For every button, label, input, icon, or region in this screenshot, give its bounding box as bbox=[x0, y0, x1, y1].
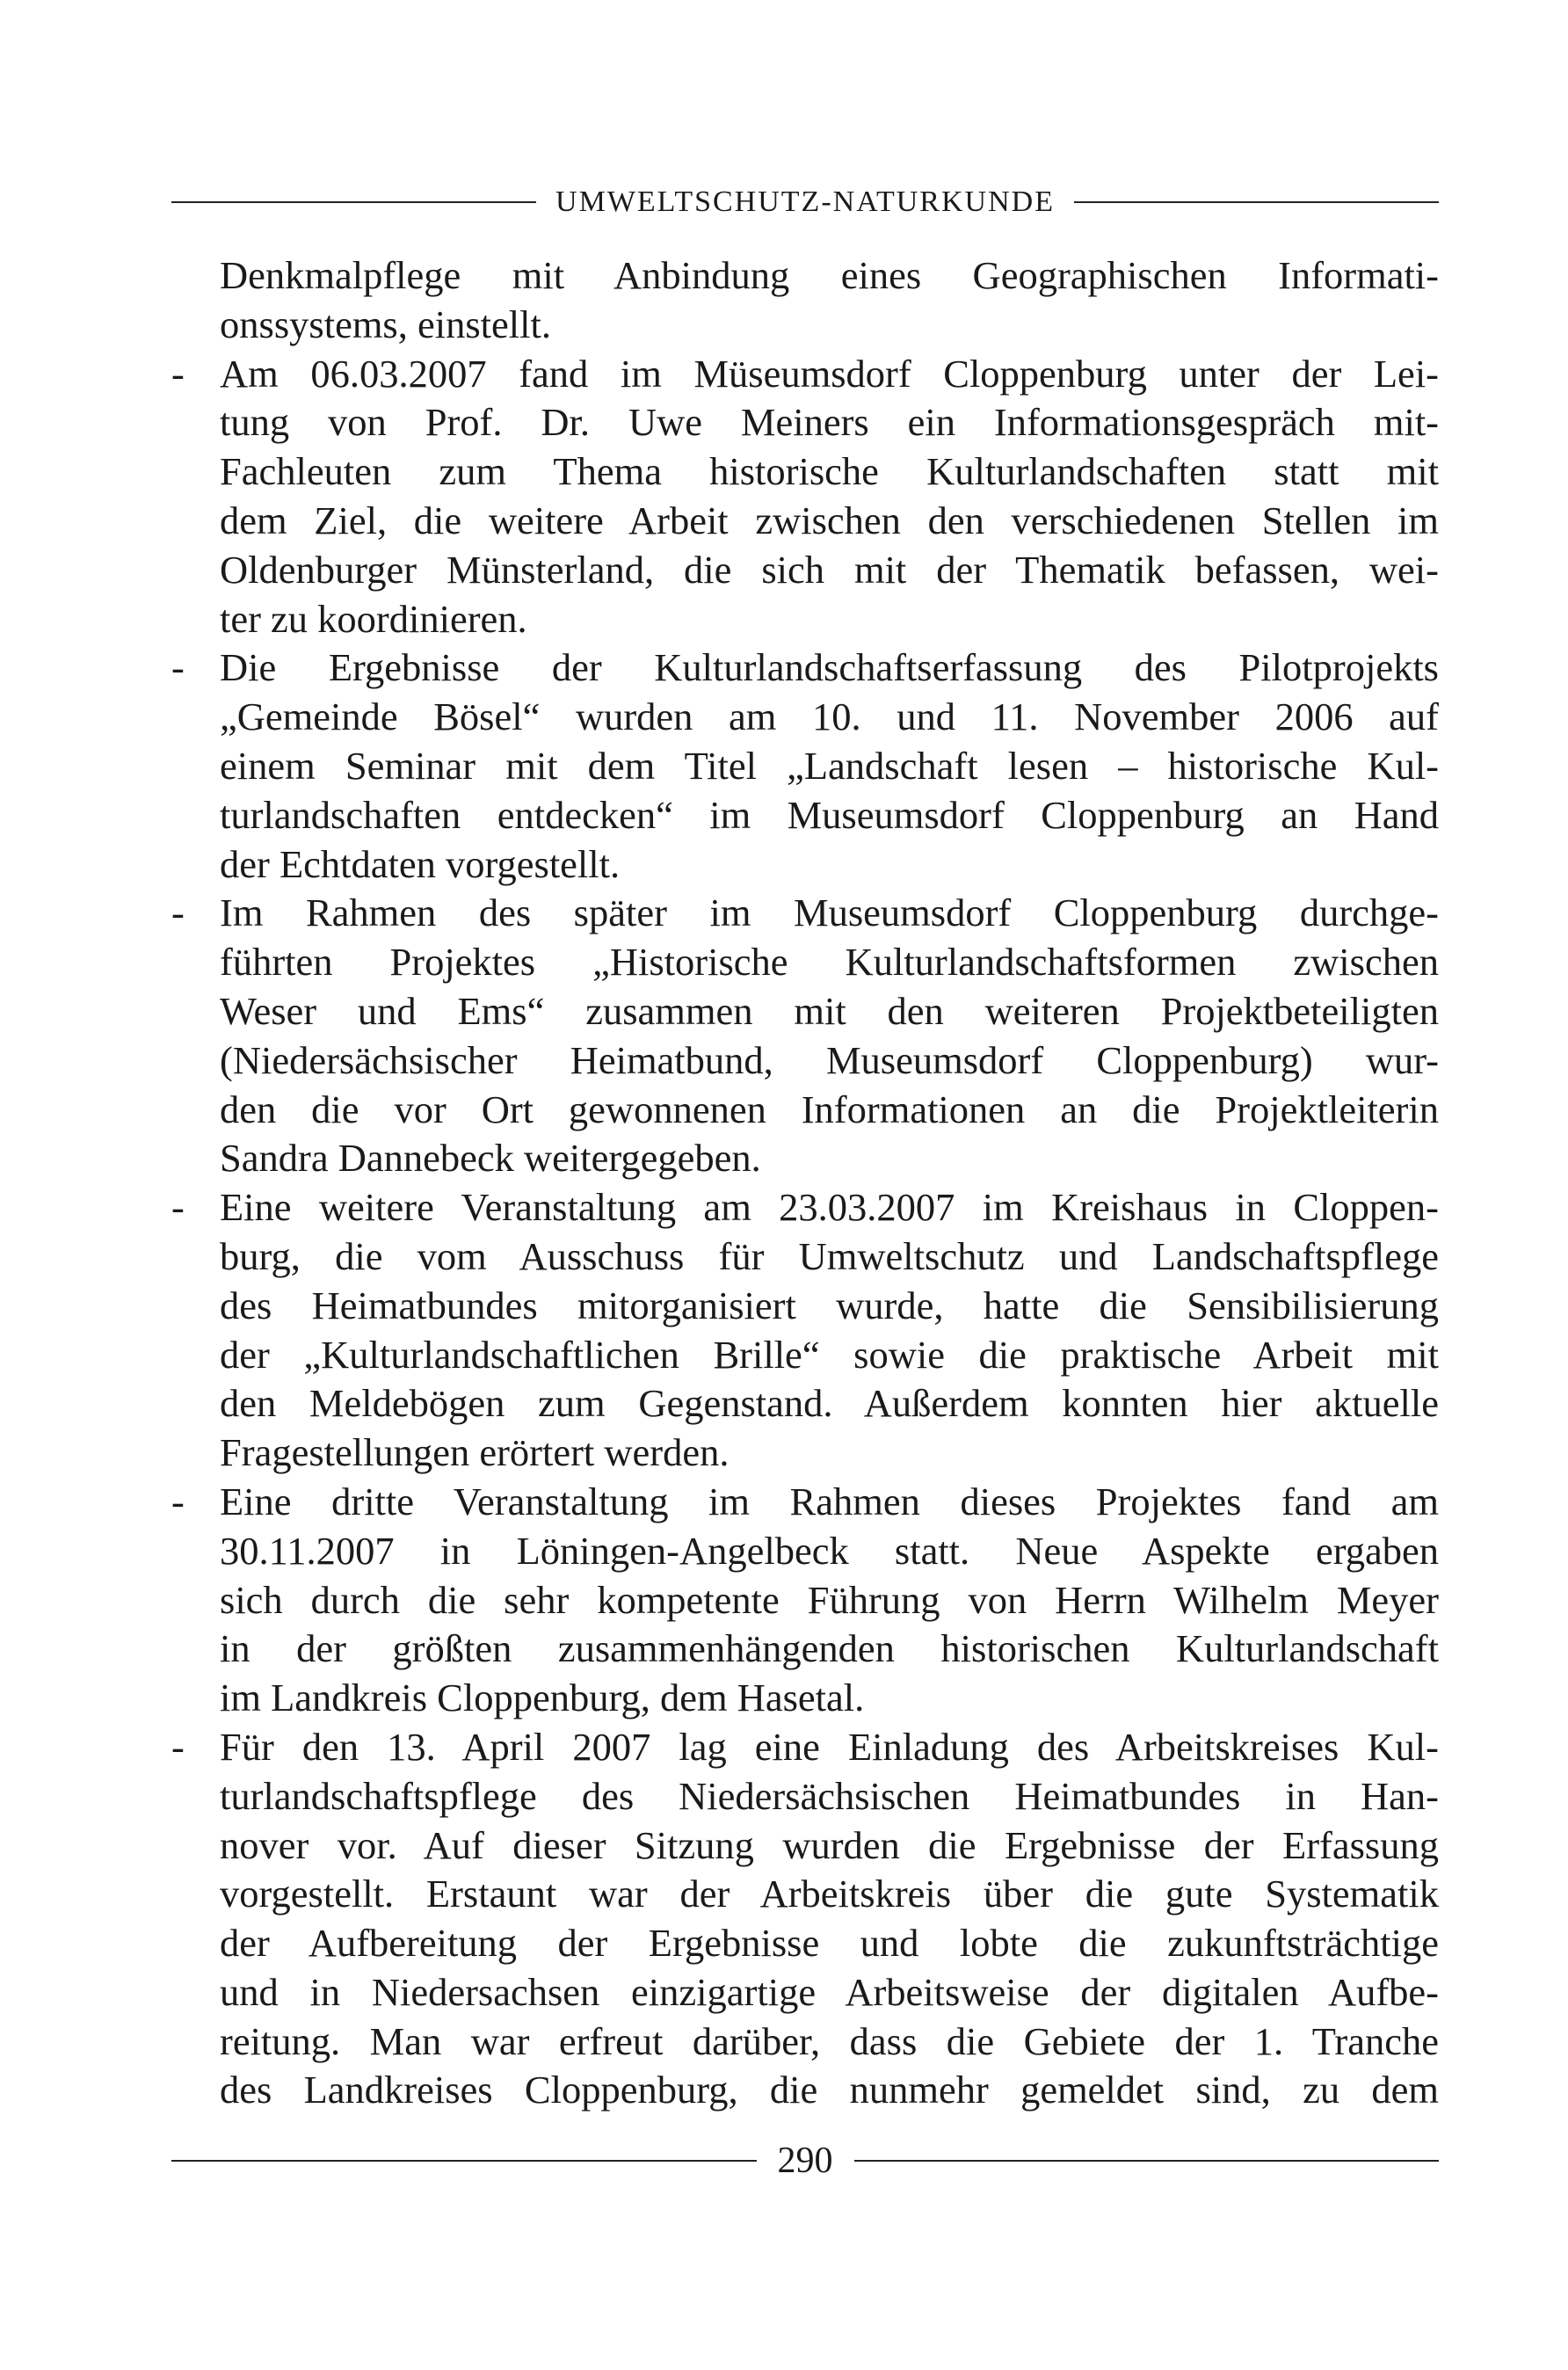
text-line: den Meldebögen zum Gegenstand. Außerdem konnten hier aktuelle bbox=[220, 1381, 1439, 1426]
text-line: Fachleuten zum Thema historische Kulturlandschaften statt mit bbox=[220, 449, 1439, 494]
list-item bbox=[171, 350, 1439, 644]
text-line: Denkmalpflege mit Anbindung eines Geographischen Informati- bbox=[220, 253, 1439, 297]
text-line: onssystems, einstellt. bbox=[220, 302, 552, 346]
text-line: der Aufbereitung der Ergebnisse und lobte die zukunftsträchtige bbox=[220, 1921, 1439, 1966]
text-line: Weser und Ems“ zusammen mit den weiteren Projektbeteiligten bbox=[220, 988, 1439, 1033]
text-line: des Heimatbundes mitorganisiert wurde, hatte die Sensibilisierung bbox=[220, 1283, 1439, 1327]
text-line: (Niedersächsischer Heimatbund, Museumsdorf Cloppenburg) wur- bbox=[220, 1037, 1439, 1082]
text-line: 30.11.2007 in Löningen-Angelbeck statt. Neue Aspekte ergaben bbox=[220, 1528, 1439, 1573]
text-line: Oldenburger Münsterland, die sich mit der Thematik befassen, wei- bbox=[220, 547, 1439, 592]
text-line: des Landkreises Cloppenburg, die nunmehr gemeldet sind, zu dem bbox=[220, 2068, 1439, 2112]
list-item bbox=[171, 1478, 1439, 1723]
list-bullet: - bbox=[171, 1185, 185, 1230]
page-number: 290 bbox=[777, 2141, 833, 2181]
text-line: dem Ziel, die weitere Arbeit zwischen den verschiedenen Stellen im bbox=[220, 498, 1439, 542]
text-line: Im Rahmen des später im Museumsdorf Cloppenburg durchge- bbox=[220, 891, 1439, 935]
text-line: führten Projektes „Historische Kulturlandschaftsformen zwischen bbox=[220, 940, 1439, 985]
text-line: „Gemeinde Bösel“ wurden am 10. und 11. November 2006 auf bbox=[220, 694, 1439, 739]
list-bullet: - bbox=[171, 1479, 185, 1523]
text-line: turlandschaften entdecken“ im Museumsdorf Cloppenburg an Hand bbox=[220, 792, 1439, 837]
list-item bbox=[171, 889, 1439, 1183]
text-line: Für den 13. April 2007 lag eine Einladung des Arbeitskreises Kul- bbox=[220, 1724, 1439, 1769]
text-line: den die vor Ort gewonnenen Informationen an die Projektleiterin bbox=[220, 1087, 1439, 1131]
text-line: Sandra Dannebeck weitergegeben. bbox=[220, 1136, 761, 1181]
list-bullet: - bbox=[171, 1724, 185, 1769]
running-header bbox=[171, 180, 1439, 224]
text-line: der Echtdaten vorgestellt. bbox=[220, 841, 621, 886]
text-line: nover vor. Auf dieser Sitzung wurden die Ergebnisse der Erfassung bbox=[220, 1822, 1439, 1867]
text-line: in der größten zusammenhängenden historischen Kulturlandschaft bbox=[220, 1626, 1439, 1671]
list-bullet: - bbox=[171, 645, 185, 690]
header-rule-right bbox=[1074, 201, 1439, 203]
text-line: ter zu koordinieren. bbox=[220, 596, 527, 641]
text-line: Am 06.03.2007 fand im Müseumsdorf Cloppenburg unter der Lei- bbox=[220, 351, 1439, 396]
footer-rule-left bbox=[171, 2160, 757, 2162]
body-text bbox=[171, 251, 1439, 2115]
intro-paragraph bbox=[171, 251, 1439, 350]
text-line: burg, die vom Ausschuss für Umweltschutz und Landschaftspflege bbox=[220, 1233, 1439, 1278]
list-item bbox=[171, 643, 1439, 889]
list-bullet: - bbox=[171, 891, 185, 935]
list-item bbox=[171, 1183, 1439, 1478]
text-line: Die Ergebnisse der Kulturlandschaftserfassung des Pilotprojekts bbox=[220, 645, 1439, 690]
text-line: der „Kulturlandschaftlichen Brille“ sowie die praktische Arbeit mit bbox=[220, 1332, 1439, 1377]
text-line: Eine dritte Veranstaltung im Rahmen dieses Projektes fand am bbox=[220, 1479, 1439, 1523]
footer-rule-right bbox=[854, 2160, 1440, 2162]
header-title: UMWELTSCHUTZ-NATURKUNDE bbox=[555, 185, 1055, 218]
page-footer bbox=[171, 2134, 1439, 2187]
text-line: reitung. Man war erfreut darüber, dass die Gebiete der 1. Tranche bbox=[220, 2018, 1439, 2063]
header-rule-left bbox=[171, 201, 536, 203]
text-line: Fragestellungen erörtert werden. bbox=[220, 1430, 730, 1475]
list-item bbox=[171, 1723, 1439, 2115]
text-line: turlandschaftspflege des Niedersächsischen Heimatbundes in Han- bbox=[220, 1773, 1439, 1818]
list-bullet: - bbox=[171, 351, 185, 396]
text-line: vorgestellt. Erstaunt war der Arbeitskreis über die gute Systematik bbox=[220, 1872, 1439, 1916]
text-line: einem Seminar mit dem Titel „Landschaft lesen – historische Kul- bbox=[220, 743, 1439, 788]
text-line: sich durch die sehr kompetente Führung von Herrn Wilhelm Meyer bbox=[220, 1577, 1439, 1622]
text-line: tung von Prof. Dr. Uwe Meiners ein Informationsgespräch mit- bbox=[220, 400, 1439, 445]
text-line: und in Niedersachsen einzigartige Arbeitsweise der digitalen Aufbe- bbox=[220, 1969, 1439, 2014]
text-line: Eine weitere Veranstaltung am 23.03.2007 im Kreishaus in Cloppen- bbox=[220, 1185, 1439, 1230]
text-line: im Landkreis Cloppenburg, dem Hasetal. bbox=[220, 1676, 865, 1720]
